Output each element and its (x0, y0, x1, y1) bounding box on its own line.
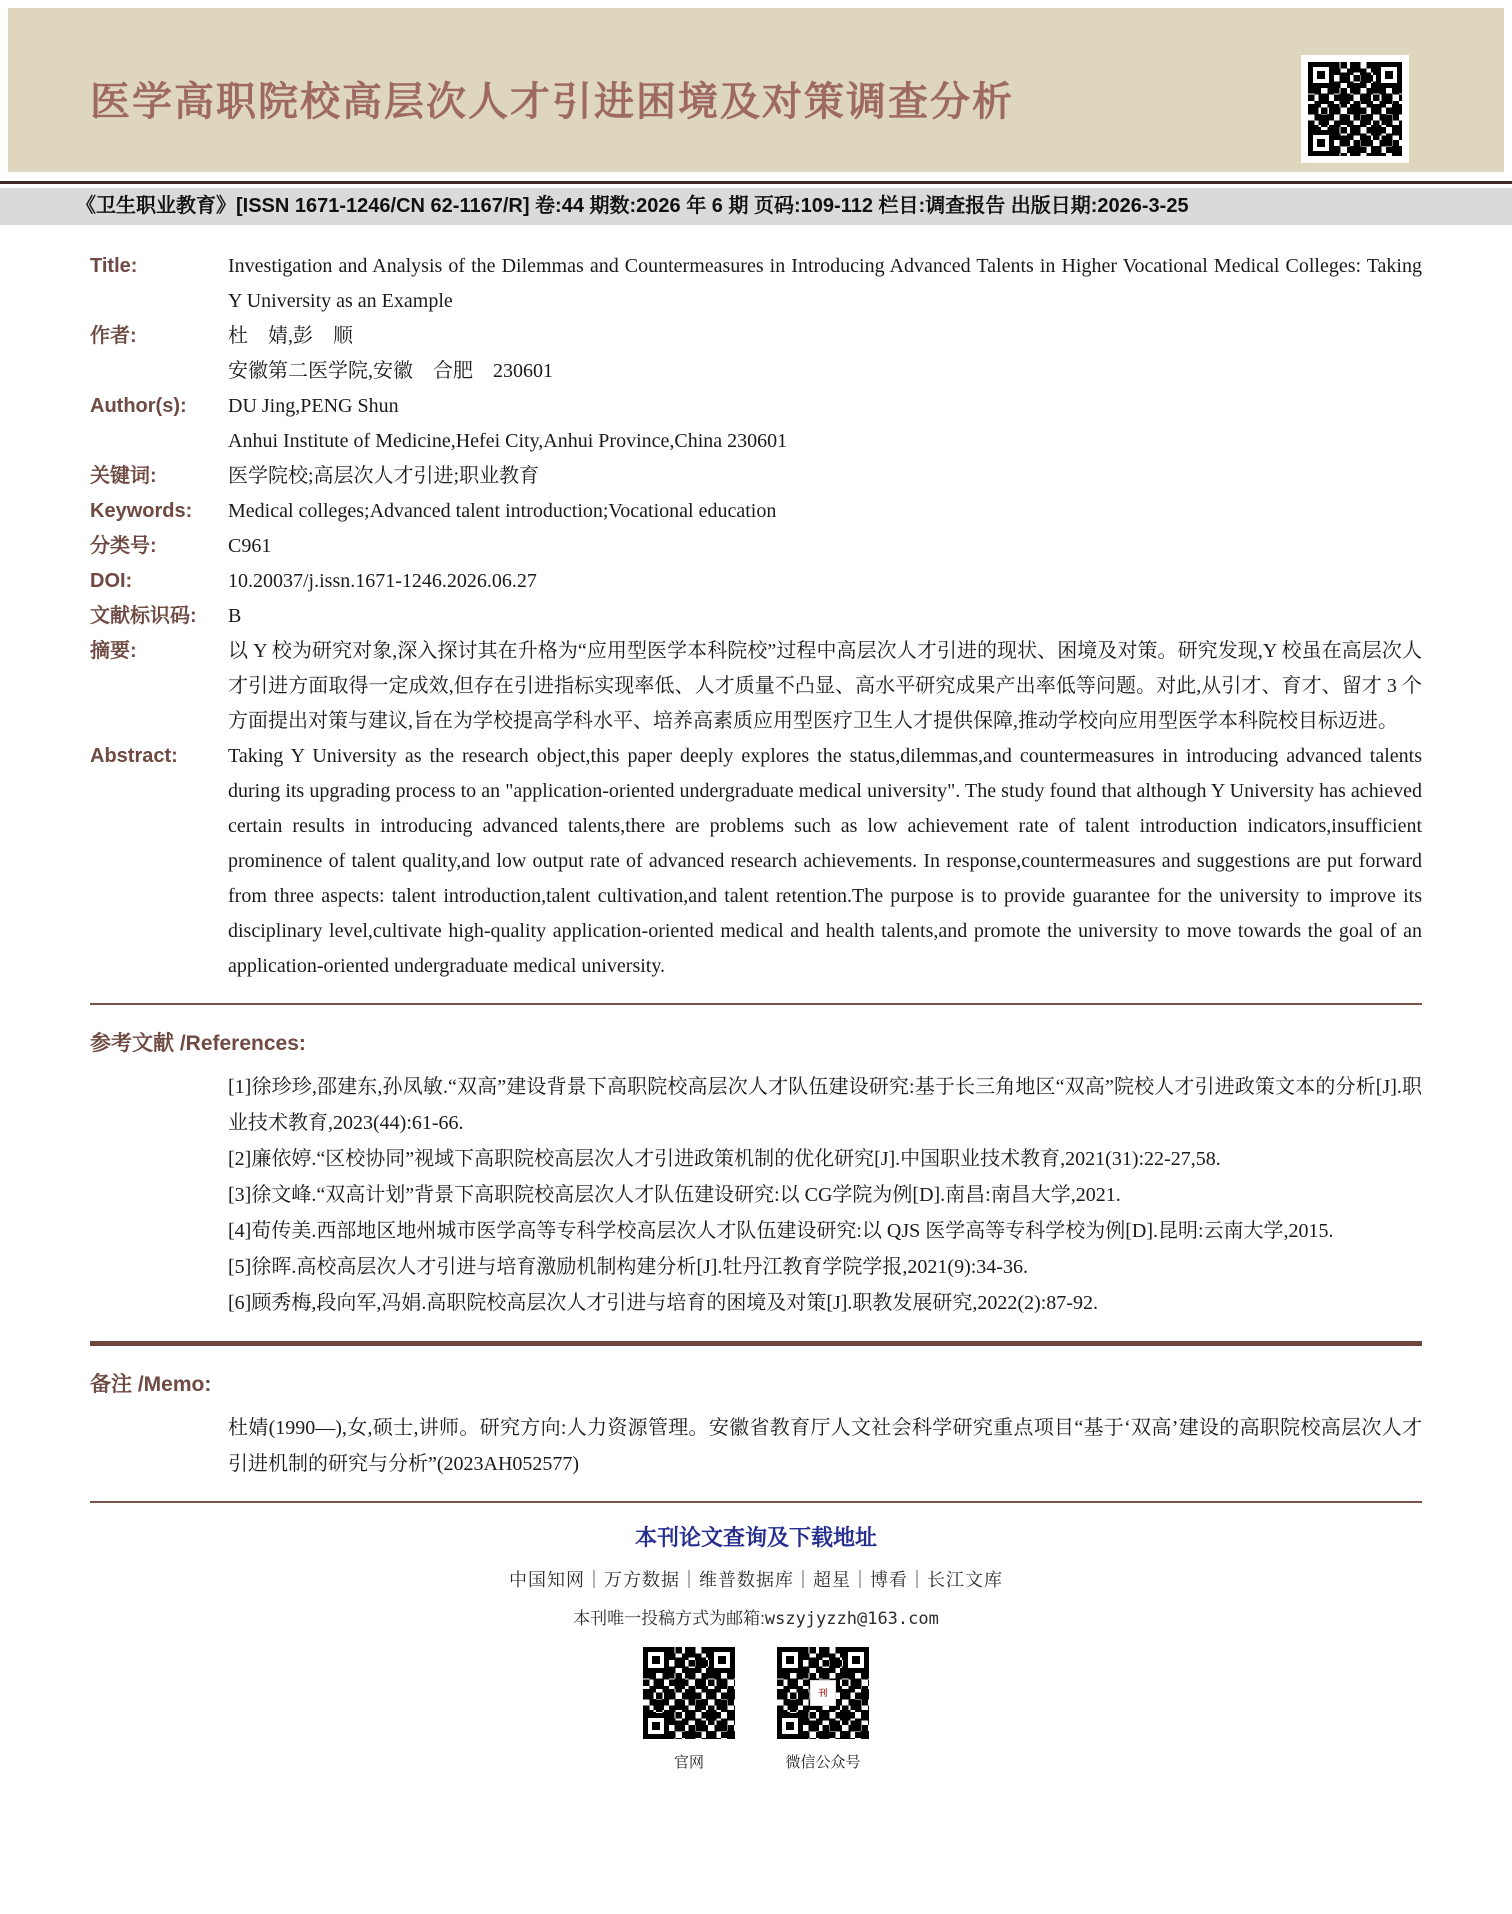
author-en-affiliation: Anhui Institute of Medicine,Hefei City,Anhui Province,China 230601 (228, 430, 788, 452)
abstract-cn-value: 以 Y 校为研究对象,深入探讨其在升格为“应用型医学本科院校”过程中高层次人才引进的现状、困境及对策。研究发现,Y 校虽在高层次人才引进方面取得一定成效,但存在引进指标实现率低、人才质量不凸显、高水平研究成果产出率低等问题。对此,从引才、育才、留才 3 个方面提出对策与建议,旨在为学校提高学科水平、培养高素质应用型医疗卫生人才提供保障,推动学校向应用型医学本科院校目标迈进。 (228, 640, 1422, 732)
keywords-cn-label: 关键词: (90, 465, 157, 487)
abstract-cn-label: 摘要: (90, 640, 137, 662)
qr-pattern (1308, 62, 1402, 156)
wechat-qr-label: 微信公众号 (785, 1754, 861, 1771)
footer-qr-codes (90, 1643, 1422, 1772)
classification-value: C961 (228, 535, 272, 557)
footer-database-list: 中国知网｜万方数据｜维普数据库｜超星｜博看｜长江文库 (509, 1570, 1003, 1590)
abstract-en-label: Abstract: (90, 745, 178, 767)
abstract-en-value: Taking Y University as the research object,this paper deeply explores the status,dilemmas,and countermeasures in introducing advanced talents during its upgrading process to an "application-oriented undergraduate medical university". The study found that although Y University has achieved certain results in introducing advanced talents,there are problems such as low achievement rate of talent introduction indicators,insufficient prominence of talent quality,and low output rate of advanced research achievements. In response,countermeasures and suggestions are put forward from three aspects: talent introduction,talent cultivation,and talent retention.The purpose is to provide guarantee for the university to improve its disciplinary level,cultivate high-quality application-oriented medical and health talents,and promote the university to move towards the goal of an application-oriented undergraduate medical university. (228, 745, 1422, 977)
reference-item: [4]荀传美.西部地区地州城市医学高等专科学校高层次人才队伍建设研究:以 QJS 医学高等专科学校为例[D].昆明:云南大学,2015. (228, 1220, 1334, 1242)
meta-row-keywords-en (90, 494, 1422, 529)
classification-label: 分类号: (90, 535, 157, 557)
doi-value: 10.20037/j.issn.1671-1246.2026.06.27 (228, 570, 537, 592)
qr-finder-icon (643, 1647, 669, 1673)
meta-row-doi (90, 564, 1422, 599)
author-cn-label: 作者: (90, 325, 137, 347)
qr-finder-icon (1376, 62, 1402, 88)
meta-row-classification (90, 529, 1422, 564)
meta-row-title (90, 249, 1422, 319)
doi-label: DOI: (90, 570, 133, 592)
footer-submission-prefix: 本刊唯一投稿方式为邮箱: (573, 1609, 765, 1628)
header-divider (0, 181, 1512, 184)
memo-heading: 备注 /Memo: (90, 1373, 212, 1396)
author-en-names: DU Jing,PENG Shun (228, 395, 399, 417)
keywords-en-label: Keywords: (90, 500, 193, 522)
keywords-cn-value: 医学院校;高层次人才引进;职业教育 (228, 465, 540, 487)
references-list (90, 1069, 1422, 1321)
footer-top-divider (90, 1501, 1422, 1503)
author-en-label: Author(s): (90, 395, 187, 417)
author-cn-names: 杜 婧,彭 顺 (228, 325, 353, 347)
website-qr-code (639, 1643, 739, 1743)
meta-row-author-en (90, 389, 1422, 459)
qr-finder-icon (777, 1647, 803, 1673)
wechat-qr-code (773, 1643, 873, 1743)
title-value: Investigation and Analysis of the Dilemmas and Countermeasures in Introducing Advanced Talents in Higher Vocational Medical Colleges: Taking Y University as an Example (228, 255, 1422, 312)
footer-submission-line (90, 1604, 1422, 1629)
meta-row-author-cn (90, 319, 1422, 389)
qr-finder-icon (709, 1647, 735, 1673)
author-cn-affiliation: 安徽第二医学院,安徽 合肥 230601 (228, 360, 553, 382)
article-metadata (0, 225, 1512, 1772)
journal-info-bar: 《卫生职业教育》[ISSN 1671-1246/CN 62-1167/R] 卷:44 期数:2026 年 6 期 页码:109-112 栏目:调查报告 出版日期:2026-3-25 (0, 188, 1512, 225)
references-heading: 参考文献 /References: (90, 1032, 306, 1055)
website-qr-block (639, 1643, 739, 1772)
keywords-en-value: Medical colleges;Advanced talent introduction;Vocational education (228, 500, 777, 522)
footer-download-title: 本刊论文查询及下载地址 (634, 1525, 877, 1550)
document-code-value: B (228, 605, 242, 627)
qr-finder-icon (643, 1713, 669, 1739)
qr-pattern (643, 1647, 735, 1739)
reference-item: [2]廉依婷.“区校协同”视域下高职院校高层次人才引进政策机制的优化研究[J].中国职业技术教育,2021(31):22-27,58. (228, 1148, 1221, 1170)
wechat-logo-icon: 刊 (810, 1680, 836, 1706)
website-qr-label: 官网 (673, 1754, 704, 1771)
qr-finder-icon (777, 1713, 803, 1739)
qr-finder-icon (1308, 62, 1334, 88)
article-qr-code (1301, 55, 1409, 163)
article-title-cn: 医学高职院校高层次人才引进困境及对策调查分析 (90, 80, 1014, 124)
reference-item: [5]徐晖.高校高层次人才引进与培育激励机制构建分析[J].牡丹江教育学院学报,2021(9):34-36. (228, 1256, 1028, 1278)
references-top-divider (90, 1003, 1422, 1005)
author-en-value (228, 389, 1422, 459)
meta-row-keywords-cn (90, 459, 1422, 494)
memo-text: 杜婧(1990—),女,硕士,讲师。研究方向:人力资源管理。安徽省教育厅人文社会科学研究重点项目“基于‘双高’建设的高职院校高层次人才引进机制的研究与分析”(2023AH052577) (228, 1417, 1422, 1475)
qr-finder-icon (1308, 130, 1334, 156)
title-label: Title: (90, 255, 138, 277)
footer (90, 1521, 1422, 1772)
memo-top-divider (90, 1341, 1422, 1346)
qr-pattern (777, 1647, 869, 1739)
reference-item: [1]徐珍珍,邵建东,孙凤敏.“双高”建设背景下高职院校高层次人才队伍建设研究:基于长三角地区“双高”院校人才引进政策文本的分析[J].职业技术教育,2023(44):61-66. (228, 1076, 1422, 1134)
meta-row-document-code (90, 599, 1422, 634)
author-cn-value (228, 319, 1422, 389)
wechat-qr-block (773, 1643, 873, 1772)
meta-row-abstract-en (90, 739, 1422, 984)
reference-item: [3]徐文峰.“双高计划”背景下高职院校高层次人才队伍建设研究:以 CG学院为例[D].南昌:南昌大学,2021. (228, 1184, 1121, 1206)
qr-finder-icon (843, 1647, 869, 1673)
submission-email: wszyjyzzh@163.com (764, 1609, 939, 1629)
document-code-label: 文献标识码: (90, 605, 197, 627)
reference-item: [6]顾秀梅,段向军,冯娟.高职院校高层次人才引进与培育的困境及对策[J].职教发展研究,2022(2):87-92. (228, 1292, 1098, 1314)
meta-row-abstract-cn (90, 634, 1422, 739)
header-band (8, 8, 1504, 172)
